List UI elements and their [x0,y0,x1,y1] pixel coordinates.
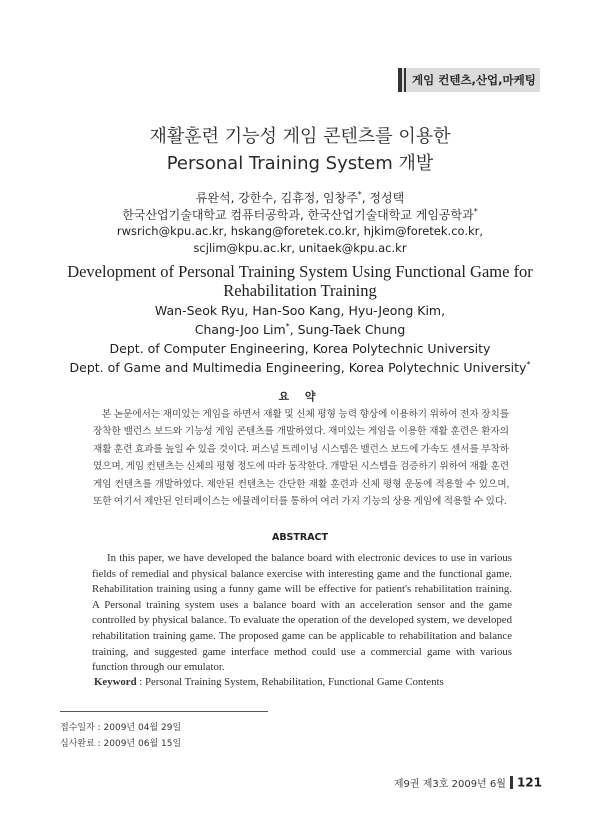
korean-author-names: 류완석, 강한수, 김휴정, 임창주 [195,191,358,205]
page-footer [394,772,542,791]
department-line-2-text: Dept. of Game and Multimedia Engineering, Korea Polytechnic University [69,360,527,376]
english-authors-line-1: Wan-Seok Ryu, Han-Soo Kang, Hyu-Jeong Kim, [154,303,446,318]
english-author-tail: , Sung-Taek Chung [289,322,406,338]
keywords-separator: : [136,676,145,688]
english-title-line-1: Development of Personal Training System Using Functional Game for [67,262,533,281]
korean-author-names-tail: , 정성택 [361,191,405,205]
english-corresponding-mark: * [285,322,290,331]
footer-separator [510,776,513,789]
received-date: 접수일자 : 2009년 04월 29일 [60,723,182,733]
category-tag [398,68,540,92]
author-emails-line-2: scjlim@kpu.ac.kr, unitaek@kpu.ac.kr [193,241,407,255]
journal-volume: 제9권 제3호 2009년 6월 [393,779,506,790]
korean-abstract-heading: 요 약 [278,390,322,403]
english-abstract-body: In this paper, we have developed the balance board with electronic devices to use in various fields of remedial and physical balance exercise with interesting game and the functional game. Rehabilitation training using a funny game will be effective for patient's rehabilitation training. A Personal training system uses a balance board with an acceleration sensor and the game controlled by physical balance. To evaluate the operation of the developed system, we developed rehabilitation training game. The proposed game can be applicable to rehabilitation and balance training, and suggested game interface method could use a commercial game with various function through our emulator. [92,552,512,674]
korean-affiliation [0,206,600,223]
page-number: 121 [516,775,542,790]
korean-title-line-2: Personal Training System 개발 [166,153,434,174]
department-line-2 [0,360,600,375]
korean-abstract-body: 본 논문에서는 재미있는 게임을 하면서 재활 및 신체 평형 능력 향상에 이용하기 위하여 전자 장치를 장착한 밸런스 보드와 기능성 게임 콘텐츠를 개발하였다. 재미있는 게임을 이용한 재활 훈련은 환자의 재활 훈련 효과를 높일 수 있을 것이다. 퍼스널 트레이닝 시스템은 밸런스 보드에 가속도 센서를 부착하였으며, 게임 컨텐츠는 신체의 평형 정도에 따라 동작한다. 개발된 시스템을 검증하기 위하여 재활 훈련 게임 컨텐츠를 개발하였다. 제안된 컨텐츠는 간단한 재활 훈련과 신체 평형 운동에 적용할 수 있으며, 또한 여기서 제안된 인터페이스는 에뮬레이터를 통하여 여러 가지 기능의 상용 게임에 적용할 수 있다. [93,409,509,508]
korean-authors [0,189,600,206]
footnote-divider [60,711,268,712]
corresponding-author-mark: * [357,190,362,199]
category-tag-accent-bar-thin [404,68,406,92]
department-line-1: Dept. of Computer Engineering, Korea Polytechnic University [109,341,491,356]
review-completed-date: 심사완료 : 2009년 06월 15일 [60,739,182,749]
keywords-text: Personal Training System, Rehabilitation, Functional Game Contents [145,676,444,688]
author-emails-line-1: rwsrich@kpu.ac.kr, hskang@foretek.co.kr, hjkim@foretek.co.kr, [116,224,484,238]
category-label: 게임 컨텐츠,산업,마케팅 [412,73,536,87]
department-mark: * [526,360,531,369]
english-author-name: Chang-Joo Lim [194,322,286,338]
category-tag-accent-bar [398,68,402,92]
keywords-label: Keyword [94,676,137,688]
english-title-line-2: Rehabilitation Training [223,281,377,300]
keywords [94,676,444,688]
english-abstract-heading: ABSTRACT [271,532,329,543]
english-authors-line-2 [0,322,600,337]
korean-affiliation-text: 한국산업기술대학교 컴퓨터공학과, 한국산업기술대학교 게임공학과 [122,208,474,222]
korean-title-line-1: 재활훈련 기능성 게임 콘텐츠를 이용한 [149,126,451,147]
affiliation-mark: * [473,207,478,216]
